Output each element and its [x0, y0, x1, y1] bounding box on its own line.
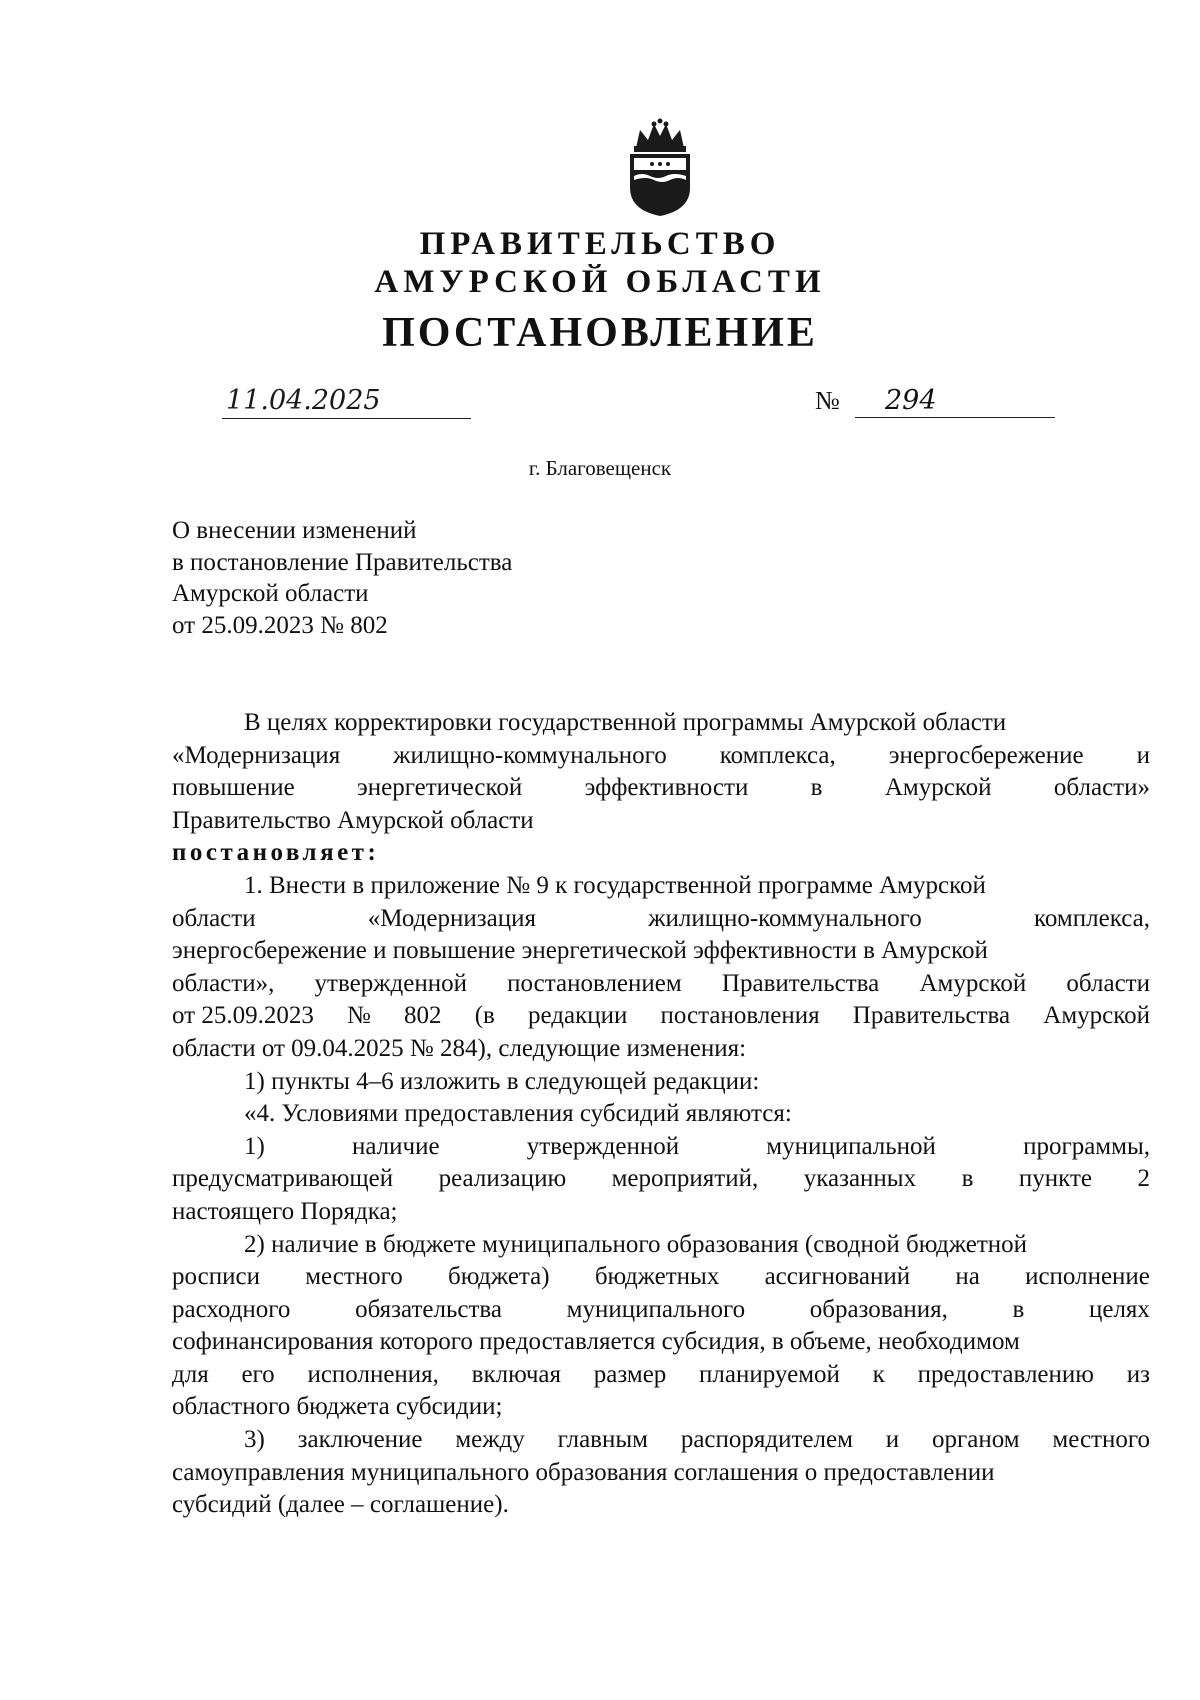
document-body — [172, 707, 1150, 1522]
document-type: ПОСТАНОВЛЕНИЕ — [382, 310, 818, 356]
text-line: расходного обязательства муниципального образования, в целях — [172, 1295, 1150, 1323]
number-label: № — [815, 386, 840, 415]
subject-line: Амурской области — [172, 580, 369, 607]
subject-line: О внесении изменений — [172, 517, 417, 544]
text-line: «4. Условиями предоставления субсидий являются: — [244, 1100, 792, 1128]
text-line: 3) заключение между главным распорядителем и органом местного — [244, 1426, 1150, 1454]
text-line: субсидий (далее – соглашение). — [172, 1491, 509, 1519]
subject-line: от 25.09.2023 № 802 — [172, 611, 388, 639]
org-name-line1: ПРАВИТЕЛЬСТВО — [419, 226, 781, 262]
document-subject — [172, 515, 512, 641]
text-line: 1) пункты 4–6 изложить в следующей редакции: — [244, 1067, 760, 1095]
text-line: Правительство Амурской области — [172, 806, 534, 834]
text-line: 2) наличие в бюджете муниципального образования (сводной бюджетной — [244, 1230, 1028, 1258]
text-line: областного бюджета субсидии; — [172, 1393, 503, 1421]
text-line: области», утвержденной постановлением Правительства Амурской области — [172, 969, 1150, 997]
document-date: 11.04.2025 — [222, 384, 471, 419]
text-line: области «Модернизация жилищно-коммунального комплекса, — [172, 904, 1150, 932]
text-line: для его исполнения, включая размер планируемой к предоставлению из — [172, 1360, 1150, 1388]
text-line: софинансирования которого предоставляется субсидия, в объеме, необходимом — [172, 1328, 1020, 1356]
text-line: энергосбережение и повышение энергетической эффективности в Амурской — [172, 937, 988, 965]
text-line: 1) наличие утвержденной муниципальной программы, — [244, 1132, 1150, 1160]
text-line: области от 09.04.2025 № 284), следующие изменения: — [172, 1034, 747, 1062]
text-line: от 25.09.2023 № 802 (в редакции постановления Правительства Амурской — [172, 1002, 1150, 1030]
text-line: предусматривающей реализацию мероприятий, указанных в пункте 2 — [172, 1165, 1150, 1193]
text-line: «Модернизация жилищно-коммунального комплекса, энергосбережение и — [172, 741, 1150, 769]
text-line: повышение энергетической эффективности в Амурской области» — [172, 774, 1150, 802]
city: г. Благовещенск — [528, 456, 672, 480]
text-line: В целях корректировки государственной программы Амурской области — [244, 709, 1007, 736]
coat-of-arms-icon — [622, 118, 698, 218]
text-line: настоящего Порядка; — [172, 1197, 398, 1225]
subject-line: в постановление Правительства — [172, 548, 513, 576]
text-line: росписи местного бюджета) бюджетных ассигнований на исполнение — [172, 1263, 1150, 1291]
document-number: 294 — [855, 384, 1055, 418]
text-line: самоуправления муниципального образования соглашения о предоставлении — [172, 1458, 995, 1486]
resolves-heading: постановляет: — [172, 839, 380, 867]
org-name-line2: АМУРСКОЙ ОБЛАСТИ — [374, 264, 826, 300]
text-line: 1. Внести в приложение № 9 к государственной программе Амурской — [244, 871, 986, 899]
